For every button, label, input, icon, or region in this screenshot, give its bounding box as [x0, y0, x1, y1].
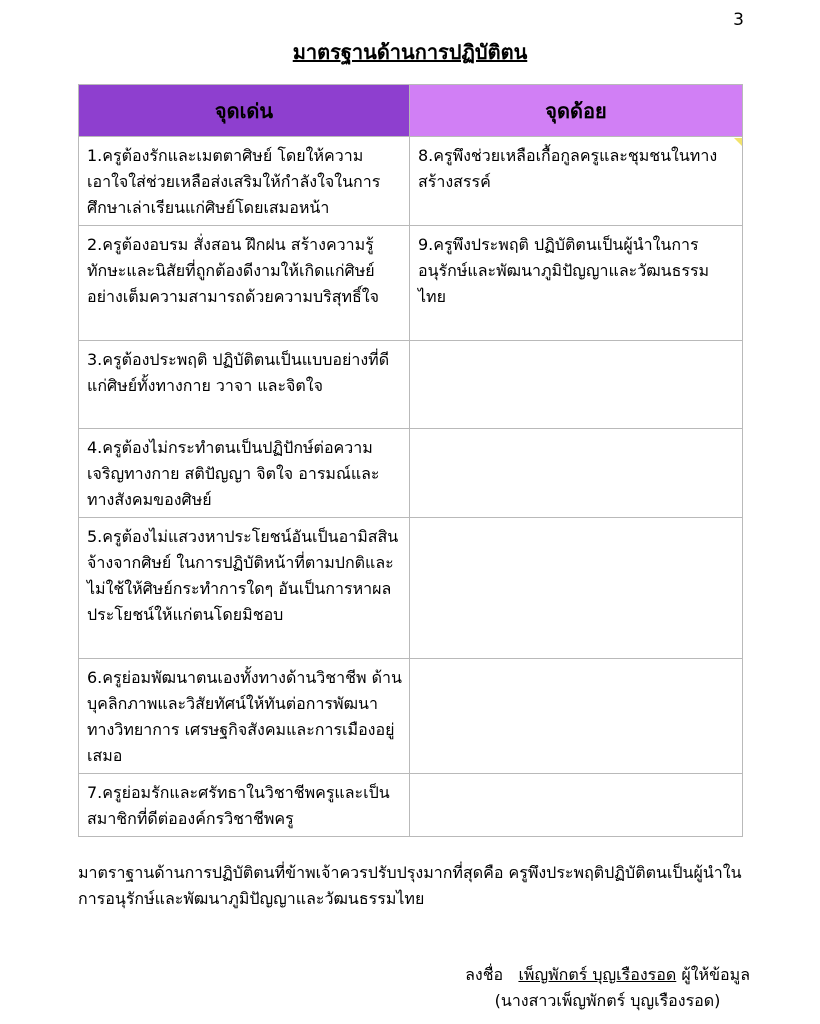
page-title: มาตรฐานด้านการปฏิบัติตน	[292, 40, 528, 64]
table-header-row	[79, 85, 743, 137]
weaknesses-header	[410, 85, 743, 137]
weaknesses-header-label: จุดด้อย	[545, 98, 607, 123]
table-row	[79, 341, 743, 429]
standards-table	[78, 84, 743, 837]
comment-marker-icon	[734, 138, 742, 146]
strength-cell: 7.ครูย่อมรักและศรัทธาในวิชาชีพครูและเป็นสมาชิกที่ดีต่อองค์กรวิชาชีพครู	[79, 774, 410, 837]
weakness-cell	[410, 341, 743, 429]
weakness-cell	[410, 518, 743, 659]
table-row	[79, 659, 743, 774]
signature-role: ผู้ให้ข้อมูล	[681, 965, 750, 984]
signature-block	[465, 962, 750, 1014]
table-row	[79, 137, 743, 226]
weakness-cell	[410, 659, 743, 774]
summary-paragraph: มาตราฐานด้านการปฏิบัติตนที่ข้าพเจ้าควรปรับปรุงมากที่สุดคือ ครูพึงประพฤติปฏิบัติตนเป็นผู้นำในการอนุรักษ์และพัฒนาภูมิปัญญาและวัฒนธรรมไทย	[78, 863, 742, 908]
signature-name: เพ็ญพักตร์ บุญเรืองรอด	[518, 965, 677, 984]
strength-cell: 1.ครูต้องรักและเมตตาศิษย์ โดยให้ความเอาใจใส่ช่วยเหลือส่งเสริมให้กำลังใจในการศึกษาเล่าเรียนแก่ศิษย์โดยเสมอหน้า	[79, 137, 410, 226]
weakness-cell	[410, 774, 743, 837]
strength-cell: 5.ครูต้องไม่แสวงหาประโยชน์อันเป็นอามิสสินจ้างจากศิษย์ ในการปฏิบัติหน้าที่ตามปกติและไม่ใช้ให้ศิษย์กระทำการใดๆ อันเป็นการหาผลประโยชน์ให้แก่ตนโดยมิชอบ	[79, 518, 410, 659]
signature-line	[465, 962, 750, 988]
weakness-cell: 8.ครูพึงช่วยเหลือเกื้อกูลครูและชุมชนในทางสร้างสรรค์	[410, 137, 743, 226]
strength-cell: 2.ครูต้องอบรม สั่งสอน ฝึกฝน สร้างความรู้ทักษะและนิสัยที่ถูกต้องดีงามให้เกิดแก่ศิษย์อย่างเต็มความสามารถด้วยความบริสุทธิ์ใจ	[79, 226, 410, 341]
signature-full-name: (นางสาวเพ็ญพักตร์ บุญเรืองรอด)	[494, 991, 721, 1010]
weakness-cell: 9.ครูพึงประพฤติ ปฏิบัติตนเป็นผู้นำในการอนุรักษ์และพัฒนาภูมิปัญญาและวัฒนธรรมไทย	[410, 226, 743, 341]
strengths-header: จุดเด่น	[79, 85, 410, 137]
strength-cell: 4.ครูต้องไม่กระทำตนเป็นปฏิปักษ์ต่อความเจริญทางกาย สติปัญญา จิตใจ อารมณ์และทางสังคมของศิษย์	[79, 429, 410, 518]
table-row	[79, 429, 743, 518]
strength-cell: 6.ครูย่อมพัฒนาตนเองทั้งทางด้านวิชาชีพ ด้านบุคลิกภาพและวิสัยทัศน์ให้ทันต่อการพัฒนาทางวิทยาการ เศรษฐกิจสังคมและการเมืองอยู่เสมอ	[79, 659, 410, 774]
signature-label: ลงชื่อ	[465, 965, 504, 984]
table-row	[79, 518, 743, 659]
strength-cell: 3.ครูต้องประพฤติ ปฏิบัติตนเป็นแบบอย่างที่ดีแก่ศิษย์ทั้งทางกาย วาจา และจิตใจ	[79, 341, 410, 429]
weakness-cell	[410, 429, 743, 518]
table-row	[79, 226, 743, 341]
table-row	[79, 774, 743, 837]
page-number: 3	[733, 10, 744, 30]
